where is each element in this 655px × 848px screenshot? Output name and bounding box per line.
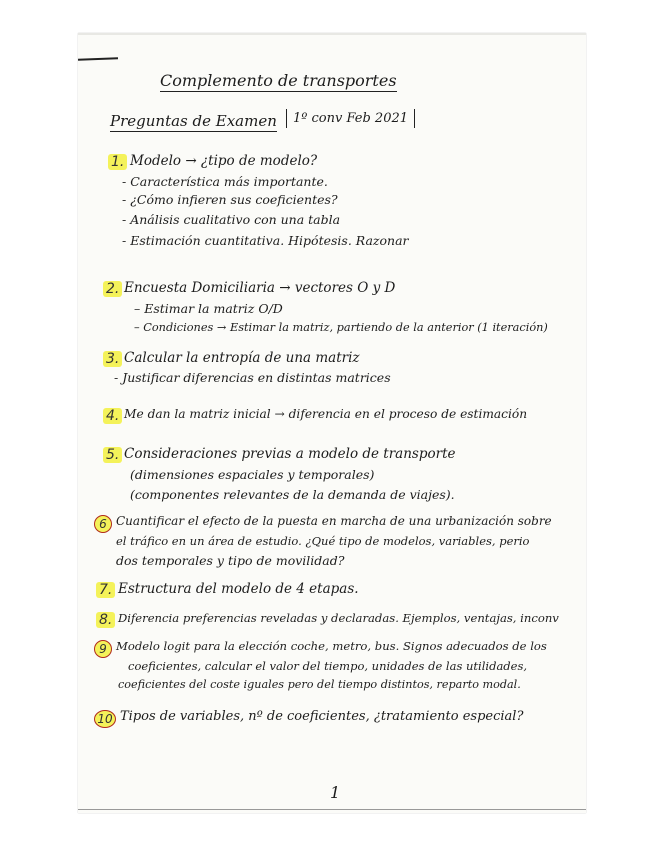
item-number: 7. [96, 582, 115, 598]
pen-stroke [78, 57, 118, 60]
list-subitem: dos temporales y tipo de movilidad? [116, 553, 345, 568]
list-subitem: – Condiciones → Estimar la matriz, partiendo de la anterior (1 iteración) [134, 321, 548, 334]
item-number: 5. [103, 447, 122, 463]
page-edge [78, 809, 586, 810]
list-subitem: – Estimar la matriz O/D [134, 301, 283, 316]
page-title: Complemento de transportes [160, 71, 397, 90]
item-number: 9 [94, 640, 112, 658]
list-item: Encuesta Domiciliaria → vectores O y D [124, 280, 396, 296]
item-number: 4. [103, 408, 122, 424]
page-number: 1 [330, 783, 341, 802]
notebook-page [78, 33, 586, 813]
list-item: Tipos de variables, nº de coeficientes, ¿tratamiento especial? [120, 709, 524, 724]
list-item: Modelo logit para la elección coche, metro, bus. Signos adecuados de los [116, 639, 547, 653]
exam-date: 1º conv Feb 2021 [286, 109, 415, 128]
list-subitem: - Estimación cuantitativa. Hipótesis. Razonar [122, 233, 409, 248]
list-item: Calcular la entropía de una matriz [124, 350, 360, 366]
list-subitem: coeficientes, calcular el valor del tiempo, unidades de las utilidades, [128, 659, 528, 673]
item-number: 10 [94, 710, 116, 728]
list-subitem: - Análisis cualitativo con una tabla [122, 212, 341, 227]
list-subitem: (dimensiones espaciales y temporales) [130, 467, 375, 482]
list-item: Consideraciones previas a modelo de transporte [124, 446, 456, 462]
list-item: Modelo → ¿tipo de modelo? [130, 153, 318, 169]
item-number: 3. [103, 351, 122, 367]
list-subitem: el tráfico en un área de estudio. ¿Qué tipo de modelos, variables, perio [116, 534, 530, 548]
list-subitem: (componentes relevantes de la demanda de viajes). [130, 487, 455, 502]
list-item: Cuantificar el efecto de la puesta en marcha de una urbanización sobre [116, 514, 552, 528]
item-number: 8. [96, 612, 115, 628]
list-subitem: - Justificar diferencias en distintas matrices [114, 370, 391, 385]
item-number: 1. [108, 154, 127, 170]
list-item: Estructura del modelo de 4 etapas. [118, 581, 359, 597]
section-subtitle: Preguntas de Examen [110, 112, 277, 130]
page-fold [78, 33, 586, 35]
list-item: Me dan la matriz inicial → diferencia en el proceso de estimación [124, 407, 528, 421]
item-number: 6 [94, 515, 112, 533]
item-number: 2. [103, 281, 122, 297]
list-subitem: coeficientes del coste iguales pero del tiempo distintos, reparto modal. [118, 678, 521, 691]
list-subitem: - ¿Cómo infieren sus coeficientes? [122, 192, 338, 207]
list-item: Diferencia preferencias reveladas y declaradas. Ejemplos, ventajas, inconv [118, 611, 559, 625]
list-subitem: - Característica más importante. [122, 174, 328, 189]
